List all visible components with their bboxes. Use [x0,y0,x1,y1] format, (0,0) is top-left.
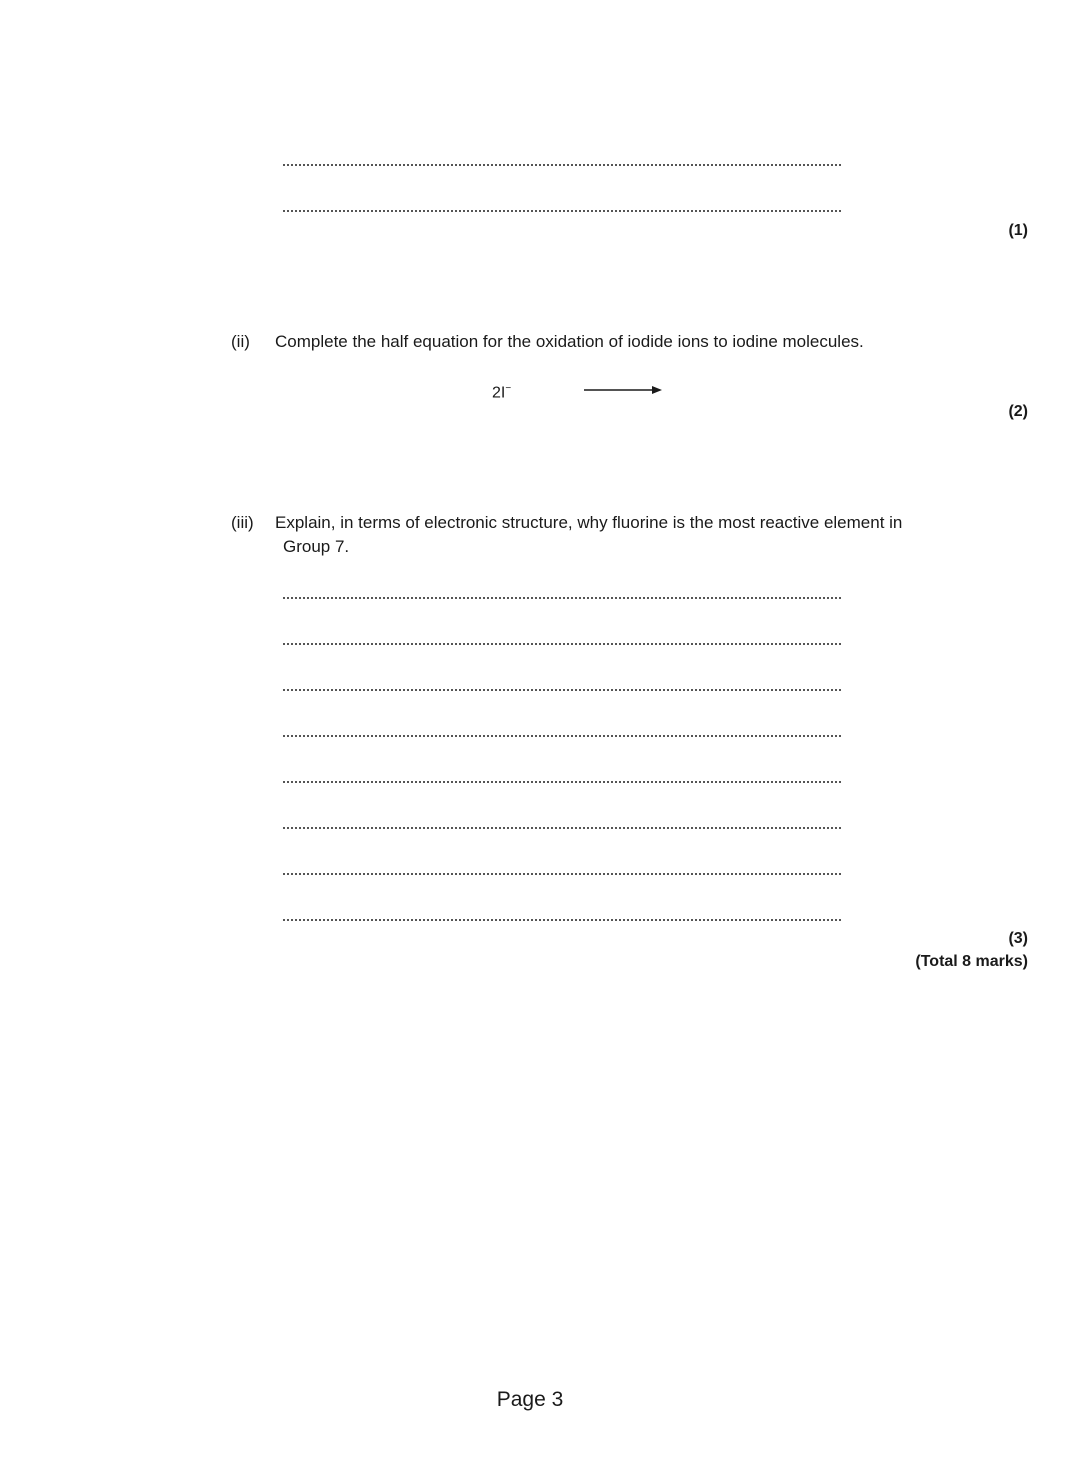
marks-part-ii: (2) [1008,403,1028,420]
answer-line-i-2[interactable] [283,210,841,212]
marks-part-i: (1) [1008,222,1028,239]
answer-line-iii-3[interactable] [283,689,841,691]
answer-line-iii-2[interactable] [283,643,841,645]
question-text-iii-line1: Explain, in terms of electronic structure, why fluorine is the most reactive element in [275,513,903,532]
total-marks: (Total 8 marks) [915,953,1028,970]
page-number: Page 3 [496,1388,564,1411]
marks-part-iii: (3) [1008,930,1028,947]
question-text-ii: Complete the half equation for the oxidation of iodide ions to iodine molecules. [275,332,864,351]
question-number-iii: (iii) [231,513,254,532]
equation-lhs: 2I [492,384,506,402]
question-number-ii: (ii) [231,332,250,351]
answer-line-iii-4[interactable] [283,735,841,737]
answer-line-iii-8[interactable] [283,919,841,921]
answer-line-iii-5[interactable] [283,781,841,783]
half-equation [492,378,511,404]
answer-line-i-1[interactable] [283,164,841,166]
answer-line-iii-1[interactable] [283,597,841,599]
equation-lhs-charge: − [505,383,512,394]
answer-line-iii-6[interactable] [283,827,841,829]
reaction-arrow-icon [584,383,664,397]
question-text-iii-line2: Group 7. [283,537,350,556]
answer-line-iii-7[interactable] [283,873,841,875]
